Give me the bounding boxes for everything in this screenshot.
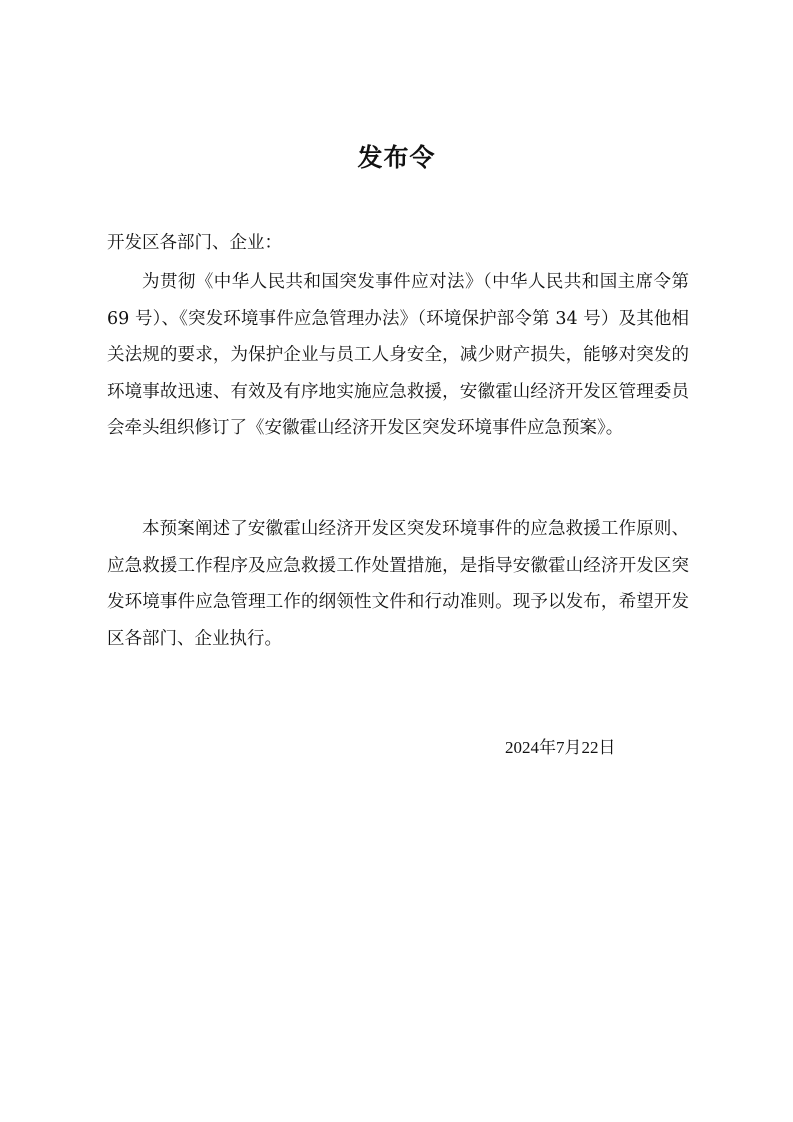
- body-paragraph-2: 本预案阐述了安徽霍山经济开发区突发环境事件的应急救援工作原则、应急救援工作程序及应急救援工作处置措施，是指导安徽霍山经济开发区突发环境事件应急管理工作的纲领性文件和行动准则。现予以发布，希望开发区各部门、企业执行。: [107, 519, 689, 649]
- page-title: 发布令: [357, 143, 436, 172]
- body-paragraph-1: 为贯彻《中华人民共和国突发事件应对法》（中华人民共和国主席令第 69 号）、《突发环境事件应急管理办法》（环境保护部令第 34 号）及其他相关法规的要求，为保护企业与员工人身安全，减少财产损失，能够对突发的环境事故迅速、有效及有序地实施应急救援，安徽霍山经济开发区管理委员会牵头组织修订了《安徽霍山经济开发区突发环境事件应急预案》。: [107, 272, 689, 438]
- salutation: 开发区各部门、企业：: [107, 233, 282, 253]
- issue-date: 2024年7月22日: [505, 738, 616, 757]
